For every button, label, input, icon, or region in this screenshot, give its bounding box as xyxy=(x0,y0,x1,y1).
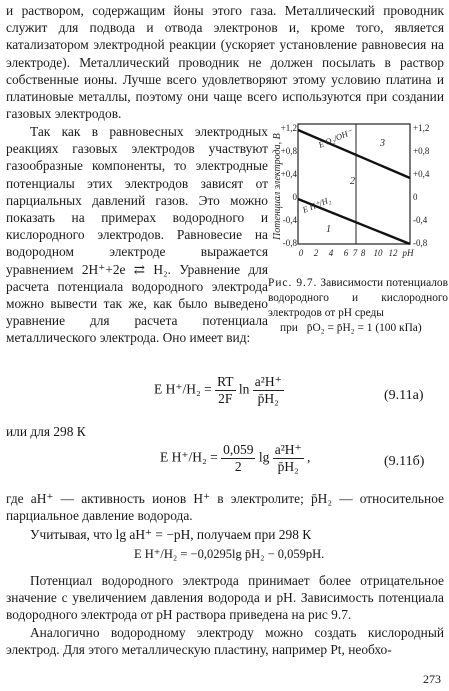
xtick-6: 6 xyxy=(343,248,349,258)
footer-para-2: Аналогично водородному электроду можно создать кислородный электрод. Для этого металлическую пластину, например Pt, необхо- xyxy=(6,624,444,657)
eq2-arg-den: p̄H₂ xyxy=(277,459,299,474)
xtick-7: 7 xyxy=(352,248,358,258)
xtick-12: 12 xyxy=(388,248,398,258)
ytick-left-2: +0,8 xyxy=(280,146,297,156)
potential-ph-figure xyxy=(268,116,444,276)
figure-caption xyxy=(268,276,448,336)
footer-text xyxy=(6,572,444,658)
region-label-3: 3 xyxy=(380,138,385,149)
page-number: 273 xyxy=(423,672,441,686)
region-label-1: 1 xyxy=(326,224,331,235)
eq2-tail: , xyxy=(307,449,311,465)
hydrogen-line-label: E H⁺/H₂ xyxy=(301,194,333,215)
region-label-2: 2 xyxy=(350,176,355,187)
eq2-argument xyxy=(273,442,304,475)
eq1-frac-den: 2F xyxy=(218,391,233,406)
caption-condition-prefix: при xyxy=(280,322,298,334)
consider-text: Учитывая, что lg aH⁺ = −pH, получаем при 298 К xyxy=(30,527,312,542)
ytick-right-3: +0,4 xyxy=(413,169,430,179)
eq1-frac-num: RT xyxy=(217,374,234,389)
ytick-right-1: +1,2 xyxy=(413,123,430,133)
ytick-left-3: +0,4 xyxy=(280,169,297,179)
footer-para-1: Потенциал водородного электрода принимает более отрицательное значение с увеличением давления водорода и pH. Зависимость потенциала водородного электрода от pH раствора приведена на рис 9.7. xyxy=(6,573,444,623)
ytick-right-5: -0,4 xyxy=(413,215,428,225)
equation-3: E H⁺/H₂ = −0,0295lg p̄H₂ − 0,059pH. xyxy=(134,547,325,561)
eq1-ln: ln xyxy=(238,381,250,397)
xtick-4: 4 xyxy=(328,248,334,258)
equation-9-11b xyxy=(160,442,310,475)
eq1-fraction xyxy=(215,374,235,407)
equation-number-9-11a: (9.11а) xyxy=(384,388,424,403)
eq1-argument xyxy=(253,374,284,407)
caption-text: Зависимости потенциалов водородного и кислородного электродов от pH среды xyxy=(268,277,448,319)
eq2-lg: lg xyxy=(258,449,270,465)
caption-condition: p̄O₂ = p̄H₂ = 1 (100 кПа) xyxy=(306,322,422,334)
intro-paragraph: и раствором, содержащим йоны этого газа. Металлический проводник служит для подвода и отвода электронов и, кроме того, является катализатором электродной реакции (ускоряет установление равновесия на электроде). Металлический проводник не должен посылать в раствор собственные ионы. Лучше всего удовлетворяют этому условию платина и платиновые металлы, поэтому они чаще всего используются при создании газовых электродов. xyxy=(6,3,444,122)
ytick-left-6: -0,8 xyxy=(282,238,297,248)
y-axis-label: Потенциал электрода, В xyxy=(272,133,283,240)
xtick-2: 2 xyxy=(313,248,319,258)
equation-number-9-11b: (9.11б) xyxy=(384,454,425,469)
eq2-fraction xyxy=(221,442,255,475)
eq1-left: E H⁺/H₂ = xyxy=(154,381,212,397)
oxygen-line xyxy=(298,130,410,178)
left-column-text: Так как в равновесных электродных реакциях газовых электродов участвуют газообразные компоненты, то электродные потенциалы этих электродов зависят от парциальных давлений газов. Это можно показать на примерах водородного и кислородного электродов. Равновесие на водородном электроде выражается уравнением 2H⁺+2e ⇄ H₂. Уравнение для расчета потенциала водородного электрода можно вывести так же, как было выведено уравнение для расчета потенциала металлического электрода. Оно имеет вид: xyxy=(6,124,268,346)
equation-9-11a xyxy=(154,374,284,407)
left-column-paragraph xyxy=(6,123,268,347)
caption-label: Рис. 9.7. xyxy=(268,277,318,289)
ytick-right-6: -0,8 xyxy=(413,238,428,248)
xtick-ph: pH xyxy=(402,248,414,258)
eq1-arg-num: a²H⁺ xyxy=(254,374,282,389)
ytick-left-1: +1,2 xyxy=(280,123,297,133)
eq2-frac-den: 2 xyxy=(234,459,242,474)
eq2-frac-num: 0,059 xyxy=(223,442,254,457)
xtick-8: 8 xyxy=(360,248,366,258)
eq1-arg-den: p̄H₂ xyxy=(257,391,279,406)
eq2-arg-num: a²H⁺ xyxy=(274,442,302,457)
xtick-10: 10 xyxy=(373,248,383,258)
ytick-right-4: 0 xyxy=(413,192,418,202)
ytick-left-4: 0 xyxy=(292,192,297,202)
xtick-0: 0 xyxy=(298,248,304,258)
ytick-left-5: -0,4 xyxy=(282,215,297,225)
oxygen-line-label: E O₂/OH⁻ xyxy=(316,126,354,150)
mid-text: или для 298 К xyxy=(6,424,86,439)
ytick-right-2: +0,8 xyxy=(413,146,430,156)
definition-text: где aH⁺ — активность ионов H⁺ в электролите; p̄H₂ — относительное парциальное давление водорода. xyxy=(6,491,444,524)
eq2-left: E H⁺/H₂ = xyxy=(160,449,218,465)
